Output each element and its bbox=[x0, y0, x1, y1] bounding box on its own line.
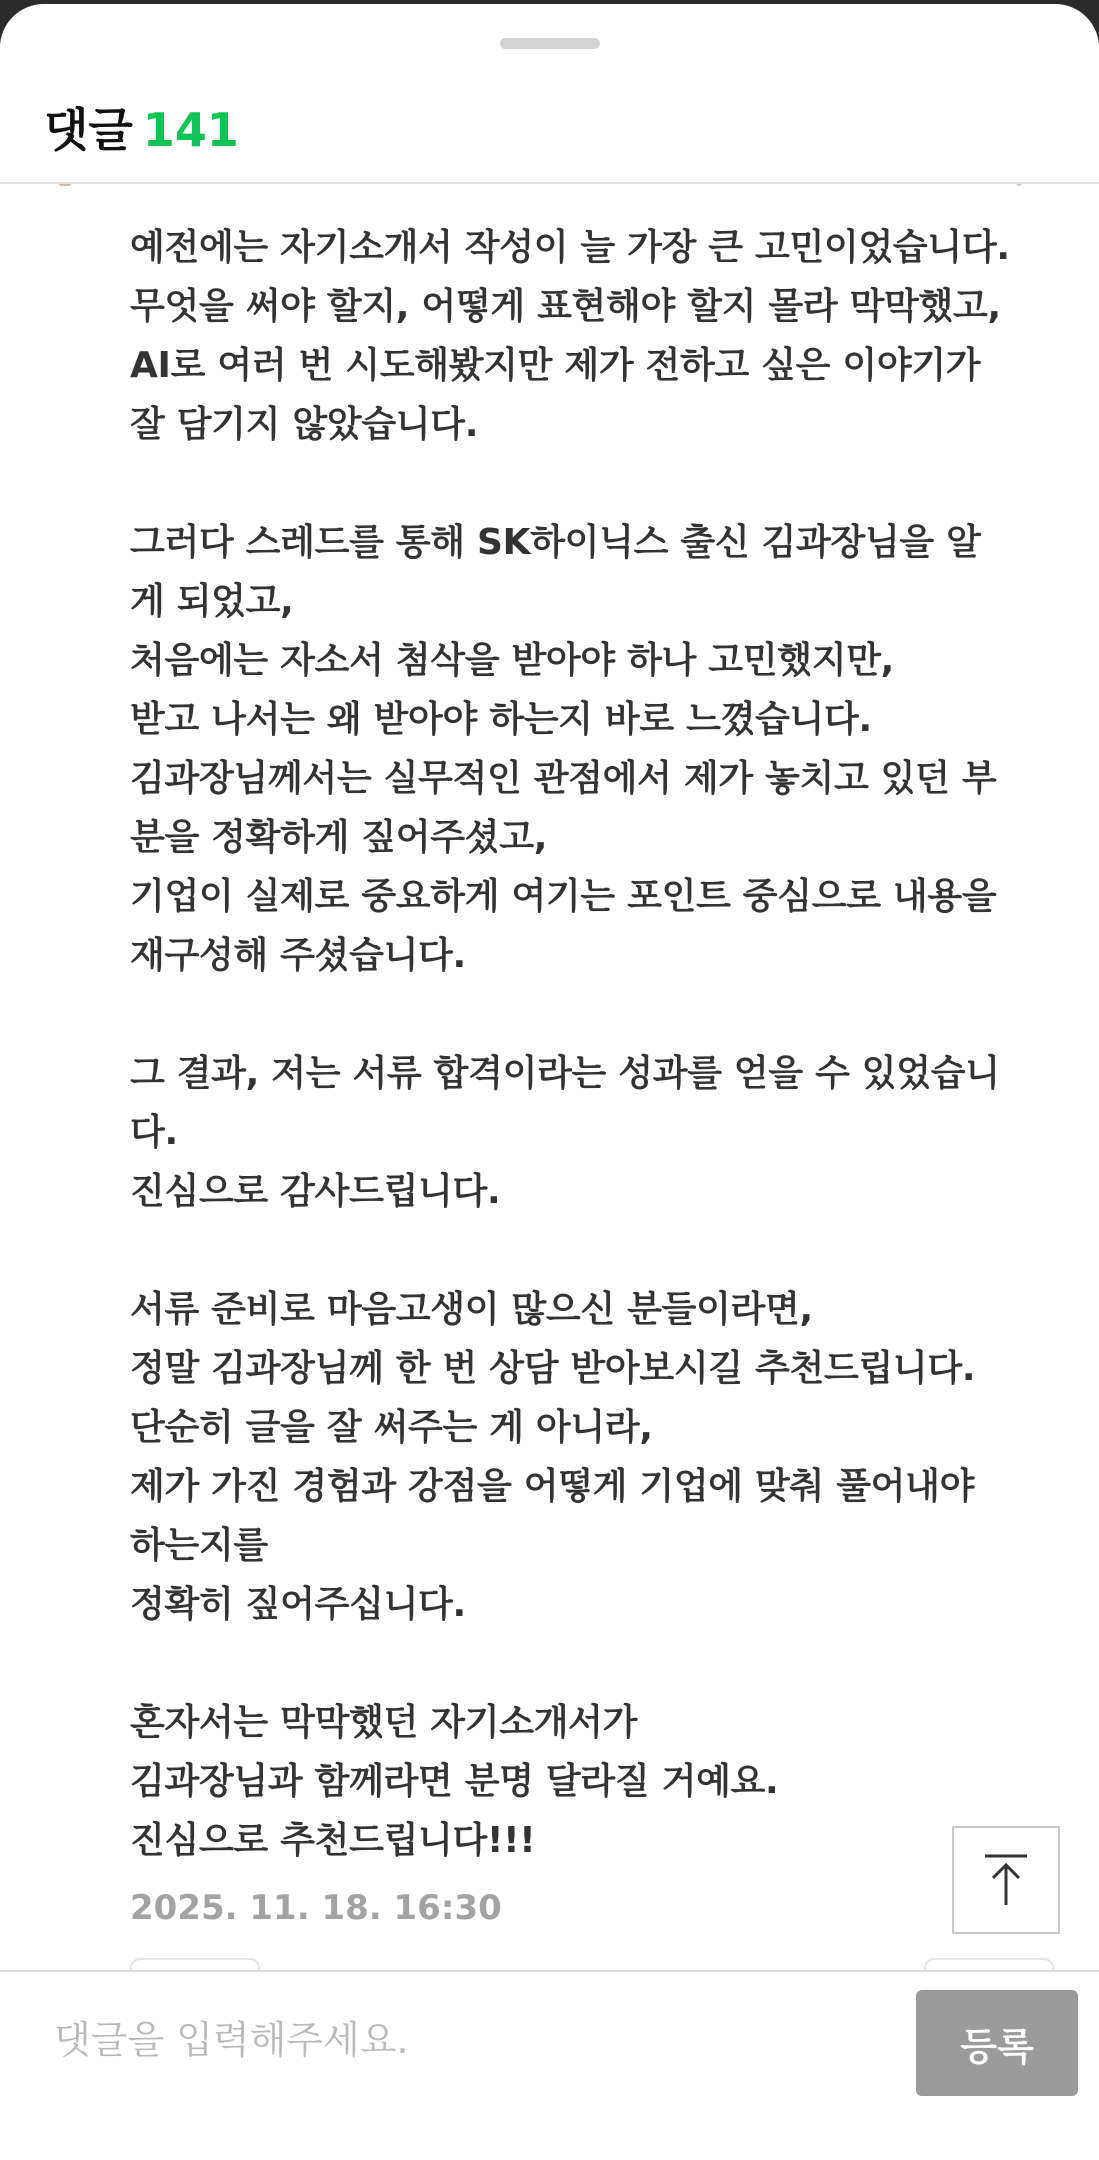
comments-title-label: 댓글 bbox=[44, 103, 133, 157]
comment-list bbox=[0, 184, 1099, 1972]
comment-line bbox=[130, 1221, 1060, 1280]
comment-line: 받고 나서는 왜 받아야 하는지 바로 느꼈습니다. bbox=[130, 699, 872, 740]
comment-line bbox=[130, 985, 1060, 1044]
comments-title bbox=[44, 94, 239, 160]
comment-line: 김과장님과 함께라면 분명 달라질 거예요. bbox=[130, 1761, 779, 1802]
more-options-icon[interactable] bbox=[1016, 184, 1022, 186]
comment-line: 잘 담기지 않았습니다. bbox=[130, 404, 479, 445]
comments-sheet bbox=[0, 4, 1099, 2160]
comment-line bbox=[130, 1634, 1060, 1693]
comment-input-bar bbox=[0, 1970, 1099, 2112]
comment-line: 분을 정확하게 짚어주셨고, bbox=[130, 817, 548, 858]
scroll-to-top-button[interactable] bbox=[952, 1826, 1060, 1934]
comment-line: 김과장님께서는 실무적인 관점에서 제가 놓치고 있던 부 bbox=[130, 758, 997, 799]
comment-line: 무엇을 써야 할지, 어떻게 표현해야 할지 몰라 막막했고, bbox=[130, 286, 1001, 327]
comment-timestamp: 2025. 11. 18. 16:30 bbox=[130, 1888, 502, 1928]
comment-line: 진심으로 추천드립니다!!! bbox=[130, 1820, 536, 1861]
drag-handle[interactable] bbox=[500, 38, 600, 49]
comment-line: 정말 김과장님께 한 번 상담 받아보시길 추천드립니다. bbox=[130, 1348, 976, 1389]
comment-line: 그 결과, 저는 서류 합격이라는 성과를 얻을 수 있었습니 bbox=[130, 1053, 1000, 1094]
comment-line: 다. bbox=[130, 1112, 178, 1153]
comments-count: 141 bbox=[142, 103, 239, 157]
comment-line: 재구성해 주셨습니다. bbox=[130, 935, 466, 976]
comment-line: 제가 가진 경험과 강점을 어떻게 기업에 맞춰 풀어내야 bbox=[130, 1466, 975, 1507]
comment-line: 정확히 짚어주십니다. bbox=[130, 1584, 466, 1625]
comment-line: 예전에는 자기소개서 작성이 늘 가장 큰 고민이었습니다. bbox=[130, 227, 1010, 268]
comment-text bbox=[130, 218, 1060, 1870]
comment-line: AI로 여러 번 시도해봤지만 제가 전하고 싶은 이야기가 bbox=[130, 345, 981, 386]
arrow-up-to-line-icon bbox=[981, 1853, 1031, 1907]
comments-header bbox=[0, 4, 1099, 184]
comment-line: 하는지를 bbox=[130, 1525, 268, 1566]
avatar bbox=[58, 184, 72, 186]
comment-line: 그러다 스레드를 통해 SK하이닉스 출신 김과장님을 알 bbox=[130, 522, 981, 563]
comment-line: 혼자서는 막막했던 자기소개서가 bbox=[130, 1702, 638, 1743]
comment-input[interactable] bbox=[30, 1986, 900, 2094]
comment-line bbox=[130, 454, 1060, 513]
comment-line: 진심으로 감사드립니다. bbox=[130, 1171, 501, 1212]
comment-line: 단순히 글을 잘 써주는 게 아니라, bbox=[130, 1407, 653, 1448]
comment-line: 기업이 실제로 중요하게 여기는 포인트 중심으로 내용을 bbox=[130, 876, 997, 917]
comment-line: 처음에는 자소서 첨삭을 받아야 하나 고민했지만, bbox=[130, 640, 895, 681]
comment-line: 서류 준비로 마음고생이 많으신 분들이라면, bbox=[130, 1289, 813, 1330]
comment-line: 게 되었고, bbox=[130, 581, 294, 622]
submit-comment-button[interactable]: 등록 bbox=[916, 1990, 1078, 2096]
